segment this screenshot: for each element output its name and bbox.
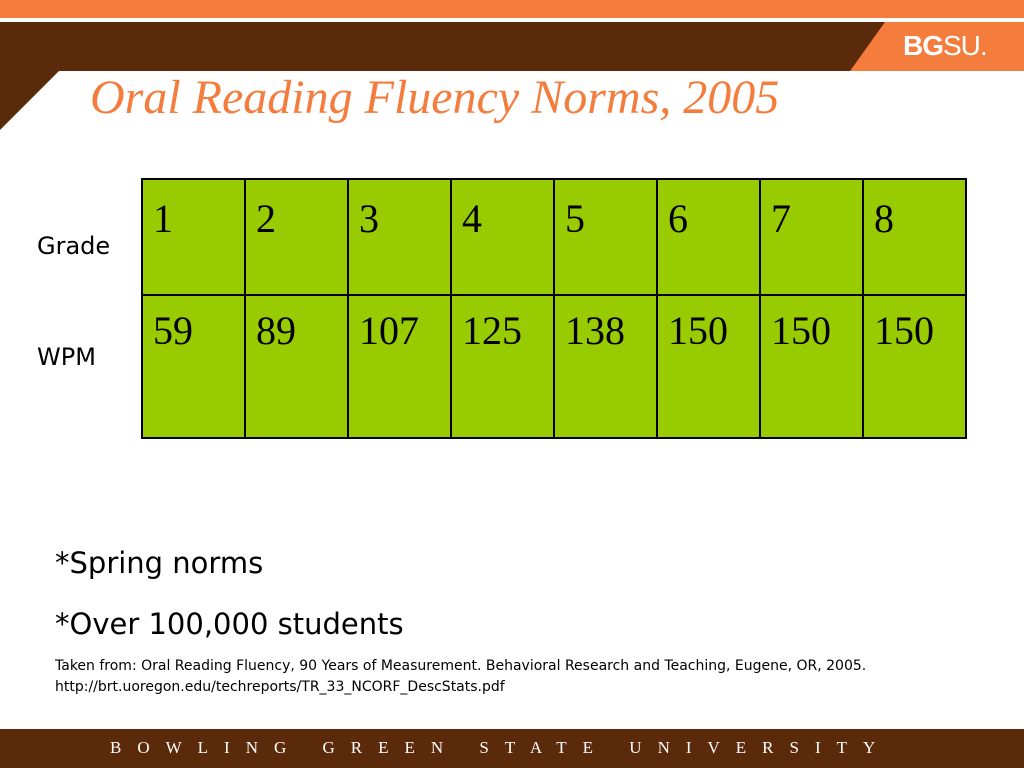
wpm-cell: 89: [245, 295, 348, 438]
wpm-cell: 107: [348, 295, 451, 438]
footer-university-name: BOWLING GREEN STATE UNIVERSITY: [110, 738, 892, 757]
grade-cell: 7: [760, 179, 863, 295]
wpm-row-label: WPM: [37, 343, 96, 371]
wpm-row: [142, 295, 966, 438]
logo-regular-text: SU.: [943, 30, 987, 61]
wpm-cell: 125: [451, 295, 554, 438]
grade-cell: 5: [554, 179, 657, 295]
wpm-cell: 59: [142, 295, 245, 438]
wpm-cell: 138: [554, 295, 657, 438]
slide-title: Oral Reading Fluency Norms, 2005: [90, 71, 780, 124]
grade-cell: 2: [245, 179, 348, 295]
bgsu-logo: [903, 30, 987, 62]
logo-bold-text: BG: [903, 30, 943, 61]
top-orange-bar: [0, 0, 1024, 18]
source-citation: Taken from: Oral Reading Fluency, 90 Years of Measurement. Behavioral Research and Teaching, Eugene, OR, 2005. http://brt.uoregon.edu/techreports/TR_33_NCORF_DescStats.pdf: [55, 658, 867, 695]
wpm-cell: 150: [760, 295, 863, 438]
header-corner-decoration: [0, 70, 60, 130]
grade-cell: 4: [451, 179, 554, 295]
wpm-cell: 150: [657, 295, 760, 438]
footer-divider: [0, 723, 1024, 725]
fluency-norms-table: [141, 178, 967, 439]
grade-row-label: Grade: [37, 232, 111, 260]
grade-cell: 3: [348, 179, 451, 295]
grade-row: [142, 179, 966, 295]
students-note: *Over 100,000 students: [55, 607, 404, 641]
grade-cell: 1: [142, 179, 245, 295]
spring-norms-note: *Spring norms: [55, 546, 264, 580]
wpm-cell: 150: [863, 295, 966, 438]
grade-cell: 6: [657, 179, 760, 295]
grade-cell: 8: [863, 179, 966, 295]
